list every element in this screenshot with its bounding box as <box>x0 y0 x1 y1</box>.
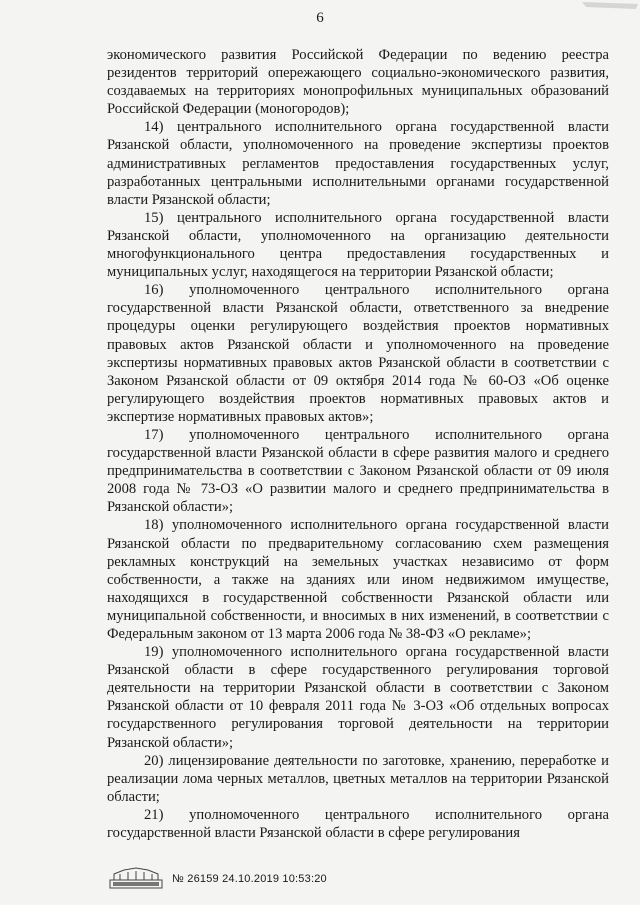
paragraph-item-16: 16) уполномоченного центрального исполнительного органа государственной власти Рязанской области, ответственного за внедрение процедуры оценки регулирующего воздействия проектов нормативных правовых актов Рязанской области и уполномоченного на проведение экспертизы нормативных правовых актов Рязанской области в соответствии с Законом Рязанской области от 09 октября 2014 года № 60-ОЗ «Об оценке регулирующего воздействия проектов нормативных правовых актов и экспертизе нормативных правовых актов»; <box>107 282 609 425</box>
paragraph-item-18: 18) уполномоченного исполнительного органа государственной власти Рязанской области по предварительному согласованию схем размещения рекламных конструкций на земельных участках независимо от форм собственности, а также на зданиях или ином недвижимом имуществе, находящихся в государственной собственности Рязанской области или муниципальной собственности, и вносимых в них изменений, в соответствии с Федеральным законом от 13 марта 2006 года № 38-ФЗ «О рекламе»; <box>107 517 609 642</box>
paragraph-item-17: 17) уполномоченного центрального исполнительного органа государственной власти Рязанской области в сфере развития малого и среднего предпринимательства в соответствии с Законом Рязанской области от 09 июля 2008 года № 73-ОЗ «О развитии малого и среднего предпринимательства в Рязанской области»; <box>107 426 609 516</box>
paragraph-item-15: 15) центрального исполнительного органа государственной власти Рязанской области, уполномоченного на организацию деятельности многофункционального центра предоставления государственных и муниципальных услуг, находящегося на территории Рязанской области; <box>107 209 609 281</box>
paragraph-item-19: 19) уполномоченного исполнительного органа государственной власти Рязанской области в сфере государственного регулирования торговой деятельности на территории Рязанской области в соответствии с Законом Рязанской области от 10 февраля 2011 года № 3-ОЗ «Об отдельных вопросах государственного регулирования торговой деятельности на территории Рязанской области»; <box>107 644 609 751</box>
paragraph-continuation: экономического развития Российской Федерации по ведению реестра резидентов территорий опережающего социально-экономического развития, создаваемых на территориях монопрофильных муниципальных образований Российской Федерации (моногородов); <box>107 47 609 118</box>
paragraph-item-20: 20) лицензирование деятельности по заготовке, хранению, переработке и реализации лома черных металлов, цветных металлов на территории Рязанской области; <box>107 752 609 805</box>
registration-footer <box>108 866 327 892</box>
paragraph-item-21: 21) уполномоченного центрального исполнительного органа государственной власти Рязанской области в сфере регулирования <box>107 806 609 842</box>
page-number: 6 <box>316 10 324 26</box>
document-system-logo-icon <box>108 866 164 892</box>
document-body <box>107 46 609 842</box>
registration-number: № 26159 24.10.2019 10:53:20 <box>172 873 327 885</box>
paragraph-item-14: 14) центрального исполнительного органа государственной власти Рязанской области, уполномоченного на проведение экспертизы проектов административных регламентов предоставления государственных услуг, разработанных центральными исполнительными органами государственной власти Рязанской области; <box>107 119 609 208</box>
